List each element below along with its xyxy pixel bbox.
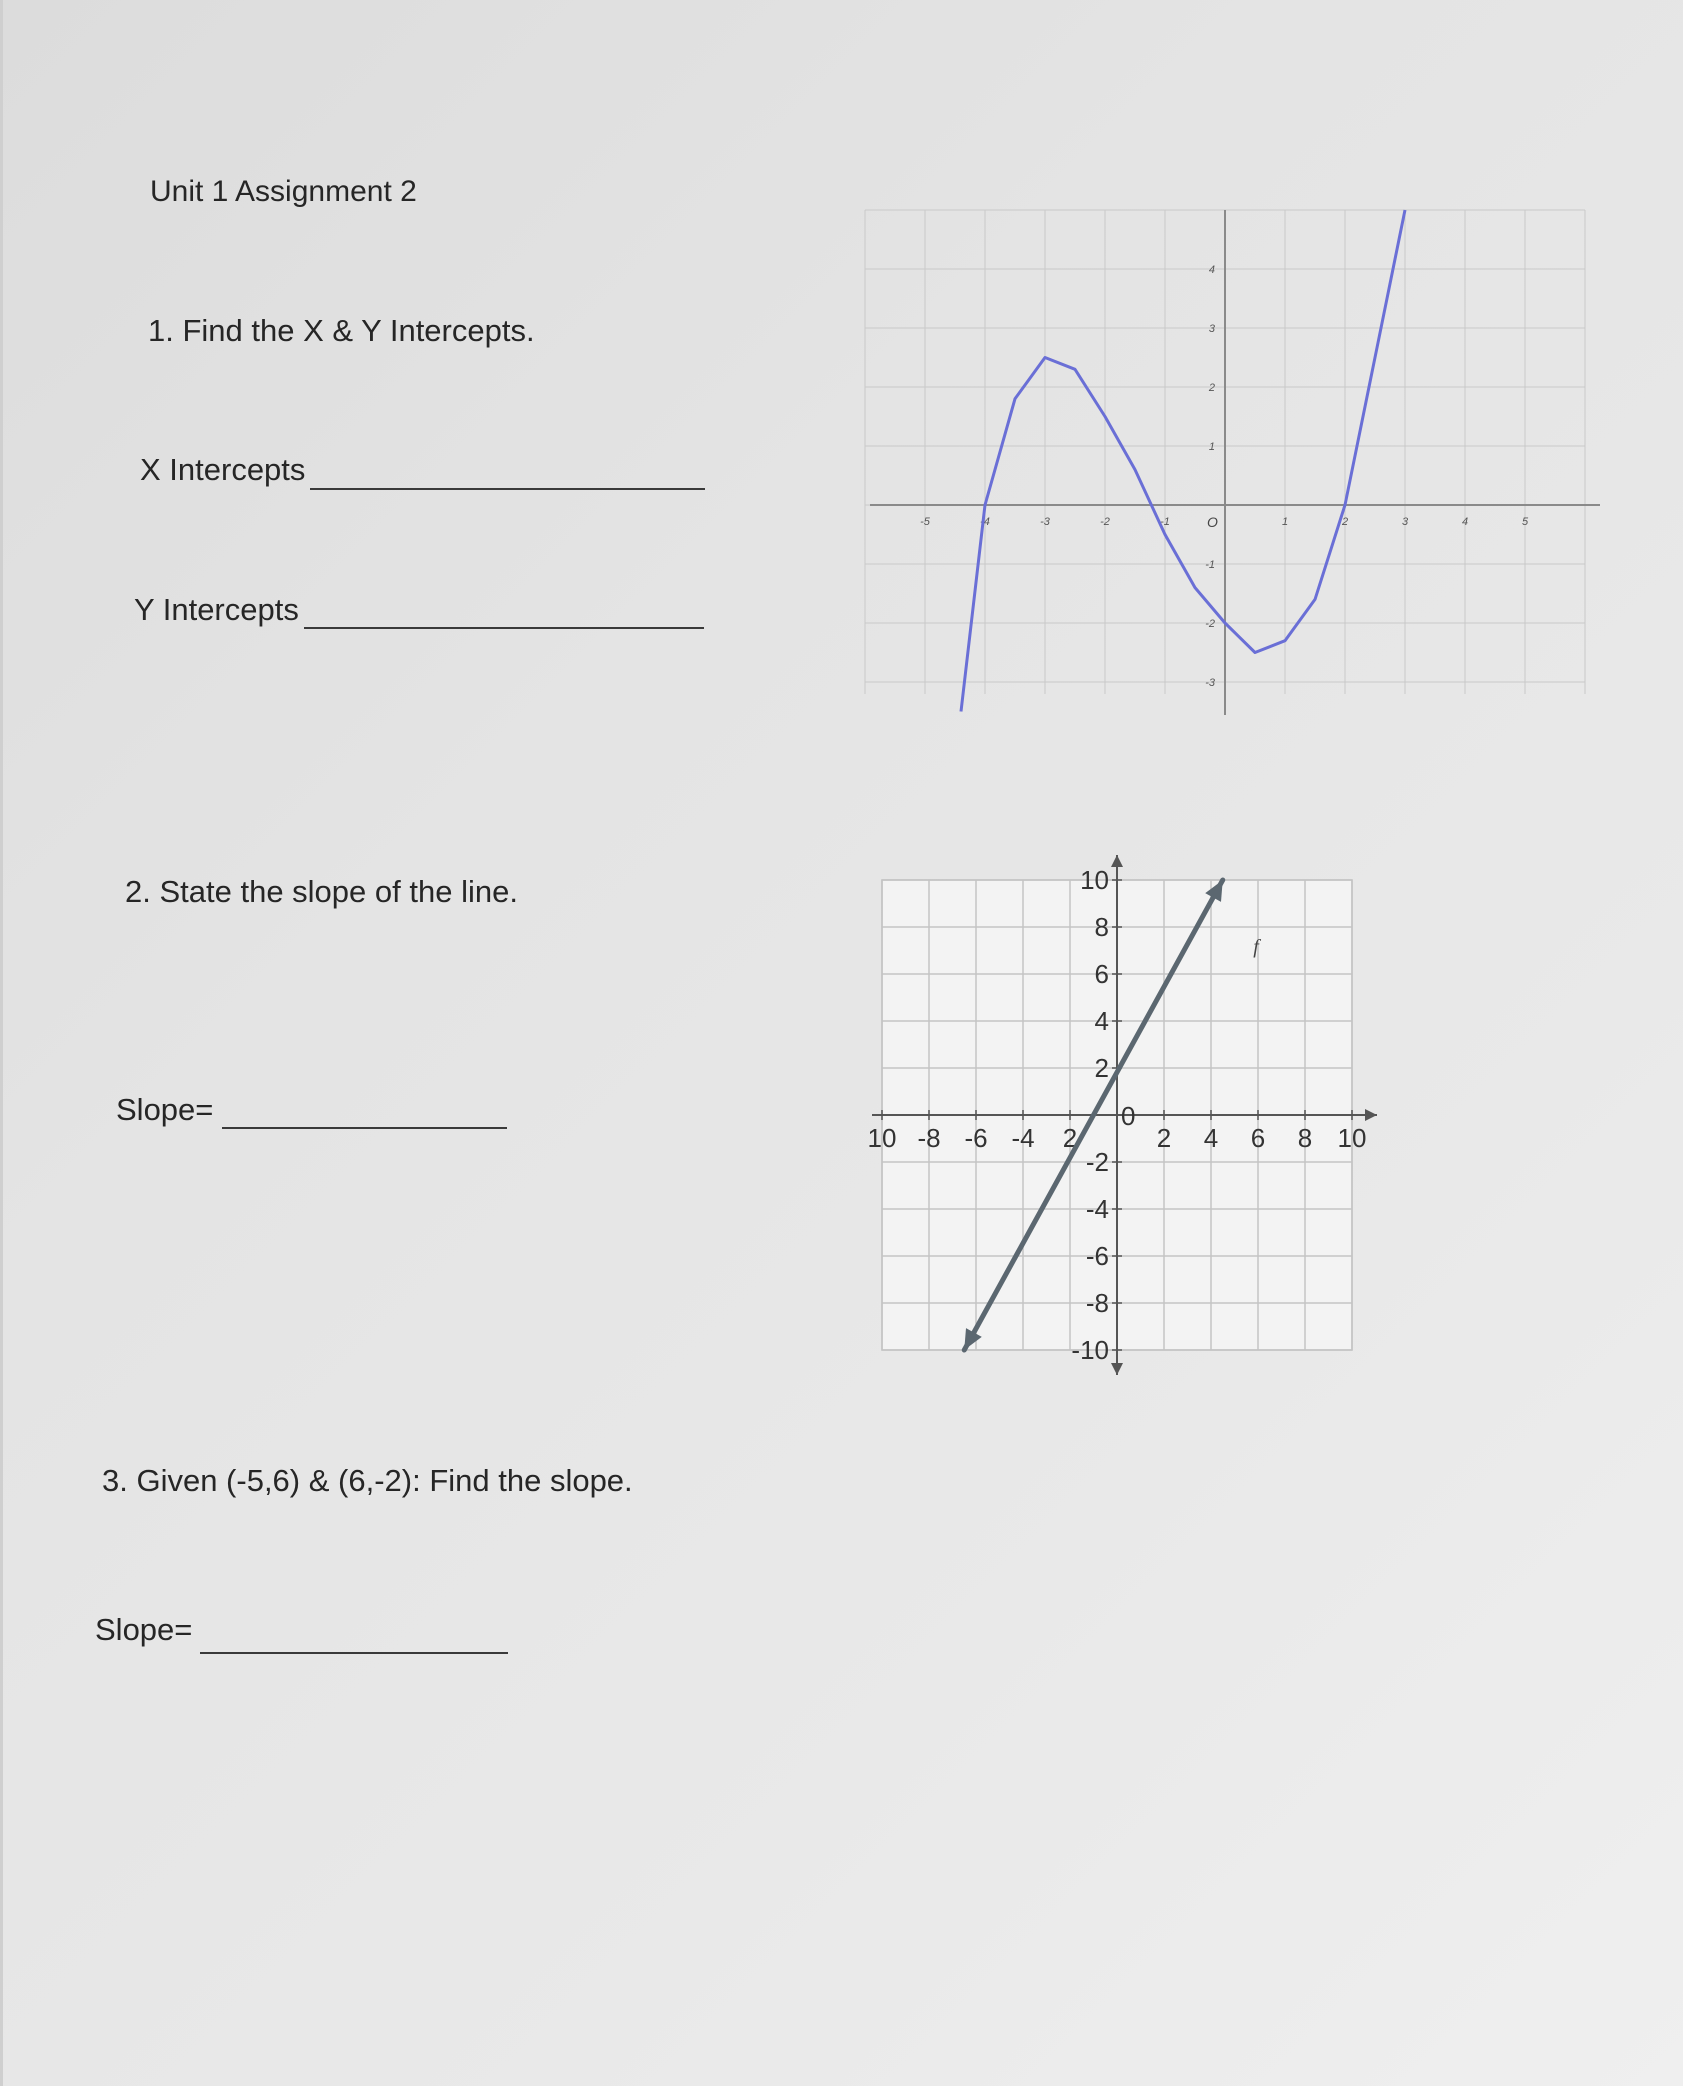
function-label: f [1253,935,1259,958]
y-axis-arrow-up [1111,855,1123,867]
x-tick-label: 3 [1401,516,1409,528]
origin-label: 0 [1121,1101,1136,1131]
y-intercepts-label: Y Intercepts [134,592,299,627]
slope-label-2: Slope= [95,1612,193,1647]
x-tick-label: -2 [1100,516,1110,528]
x-tick-label: 6 [1250,1123,1266,1153]
page-title: Unit 1 Assignment 2 [150,175,417,208]
x-tick-label: 4 [1461,516,1469,528]
y-tick-label: -3 [1205,677,1215,689]
y-tick-label: 10 [1080,865,1109,895]
x-intercepts-label: X Intercepts [140,452,306,487]
y-tick-label: 2 [1208,382,1215,394]
x-tick-label: -3 [1040,516,1050,528]
origin-label: O [1207,514,1218,530]
x-tick-label: -5 [920,516,930,528]
x-intercepts-answer-line[interactable] [310,488,705,490]
x-tick-label: 2 [1156,1123,1172,1153]
x-tick-label: 2 [1341,516,1349,528]
y-tick-label: -2 [1205,618,1215,630]
y-tick-label: -10 [1071,1335,1109,1365]
slope-answer-line-2[interactable] [200,1652,508,1654]
cubic-function-graph [870,200,1610,720]
y-tick-label: 4 [1094,1006,1109,1036]
y-intercepts-answer-line[interactable] [304,627,704,629]
question-1: 1. Find the X & Y Intercepts. [148,313,535,348]
x-tick-label: 8 [1297,1123,1313,1153]
x-tick-label: -4 [1011,1123,1035,1153]
y-tick-label: -8 [1085,1288,1109,1318]
y-tick-label: -6 [1085,1241,1109,1271]
y-tick-label: 6 [1094,959,1109,989]
y-tick-label: 4 [1208,264,1215,276]
y-tick-label: 8 [1094,912,1109,942]
x-tick-label: 1 [1281,516,1289,528]
y-tick-label: -4 [1085,1194,1109,1224]
x-tick-label: -6 [964,1123,988,1153]
y-tick-label: 1 [1208,441,1215,453]
y-tick-label: -1 [1205,559,1215,571]
x-tick-label: 2 [1062,1123,1078,1153]
slope-label-1: Slope= [116,1092,214,1127]
y-tick-label: 2 [1094,1053,1109,1083]
x-axis-arrow [1365,1109,1377,1121]
x-tick-label: 10 [1337,1123,1367,1153]
y-tick-label: -2 [1085,1147,1109,1177]
question-2: 2. State the slope of the line. [125,874,518,909]
x-tick-label: 5 [1521,516,1529,528]
x-tick-label: -1 [1160,516,1170,528]
y-tick-label: 3 [1208,323,1215,335]
question-3: 3. Given (-5,6) & (6,-2): Find the slope. [102,1463,633,1498]
linear-function-graph [867,855,1410,1395]
x-tick-label: 4 [1203,1123,1219,1153]
cubic-curve [961,210,1405,712]
x-tick-label: -8 [917,1123,941,1153]
x-tick-label: -4 [980,516,990,528]
page-edge [0,0,3,2086]
slope-answer-line-1[interactable] [222,1127,507,1129]
x-tick-label: 10 [867,1123,897,1153]
y-axis-arrow-down [1111,1363,1123,1375]
